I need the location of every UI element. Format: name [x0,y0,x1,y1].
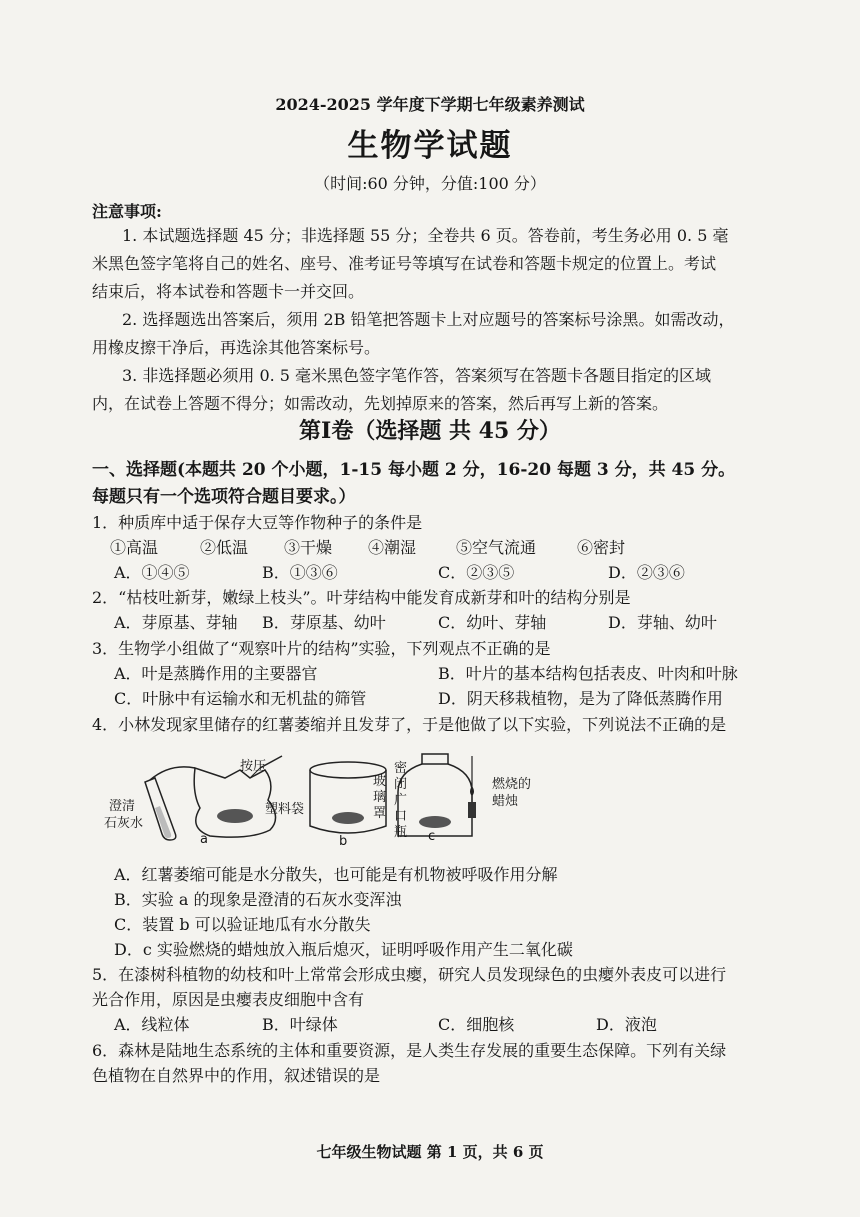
label-sealed-jar: 瓶 [394,825,408,840]
page-footer: 七年级生物试题 第 1 页，共 6 页 [316,1143,544,1161]
test-tube-icon [145,767,195,840]
label-limewater: 澄清 [109,799,136,814]
option-d: D．②③⑥ [608,563,685,582]
option-d: D．芽轴、幼叶 [608,613,717,632]
section-title: 第Ⅰ卷（选择题 共 45 分） [299,418,561,444]
setup-label-a: a [200,832,208,847]
label-sealed-jar: 闭 [394,777,408,792]
notice-line: 1. 本试题选择题 45 分；非选择题 55 分；全卷共 6 页。答卷前，考生务必用 0. 5 毫 [122,226,729,245]
part-one-heading: 每题只有一个选项符合题目要求。） [92,487,356,507]
experiment-figure [100,748,560,848]
question-1-stem: 1．种质库中适于保存大豆等作物种子的条件是 [92,513,423,532]
option-b: B．叶绿体 [262,1015,338,1034]
option-c: C．幼叶、芽轴 [438,613,547,632]
condition-item: ①高温 [110,538,159,557]
question-5-stem: 光合作用，原因是虫瘿表皮细胞中含有 [92,990,365,1009]
option-d: D．液泡 [596,1015,657,1034]
question-3-stem: 3．生物学小组做了“观察叶片的结构”实验，下列观点不正确的是 [92,639,551,658]
option-b: B．实验 a 的现象是澄清的石灰水变浑浊 [114,890,402,909]
burning-candle-icon [468,756,476,818]
label-sealed-jar: 口 [394,809,408,824]
label-press: 按压 [240,759,267,774]
label-sealed-jar: 密 [394,761,408,776]
condition-item: ⑤空气流通 [456,538,537,557]
option-a: A．叶是蒸腾作用的主要器官 [114,664,318,683]
option-a: A．①④⑤ [114,563,190,582]
label-glass-cover: 罩 [373,806,387,821]
label-plastic-bag: 塑料袋 [265,802,305,817]
time-score-info: （时间:60 分钟，分值:100 分） [314,174,546,193]
label-limewater: 石灰水 [104,816,144,831]
notice-heading: 注意事项: [92,202,162,221]
notice-line: 米黑色签字笔将自己的姓名、座号、准考证号等填写在试卷和答题卡规定的位置上。考试 [92,254,717,273]
notice-line: 用橡皮擦干净后，再选涂其他答案标号。 [92,338,381,357]
option-c: C．②③⑤ [438,563,515,582]
option-a: A．红薯萎缩可能是水分散失，也可能是有机物被呼吸作用分解 [114,865,558,884]
option-c: C．叶脉中有运输水和无机盐的筛管 [114,689,367,708]
question-6-stem: 色植物在自然界中的作用，叙述错误的是 [92,1066,381,1085]
sealed-jar-icon [398,754,472,836]
option-b: B．①③⑥ [262,563,338,582]
option-a: A．线粒体 [114,1015,190,1034]
exam-subtitle: 2024-2025 学年度下学期七年级素养测试 [275,95,585,114]
label-candle: 蜡烛 [492,794,519,809]
condition-item: ②低温 [200,538,249,557]
option-c: C．细胞核 [438,1015,515,1034]
label-glass-cover: 璃 [373,790,387,805]
question-6-stem: 6．森林是陆地生态系统的主体和重要资源，是人类生存发展的重要生态保障。下列有关绿 [92,1041,727,1060]
notice-line: 2. 选择题选出答案后，须用 2B 铅笔把答题卡上对应题号的答案标号涂黑。如需改动， [122,310,735,329]
option-c: C．装置 b 可以验证地瓜有水分散失 [114,915,371,934]
label-candle: 燃烧的 [492,777,532,792]
exam-title: 生物学试题 [347,128,513,164]
setup-label-c: c [428,829,436,844]
condition-item: ④潮湿 [368,538,417,557]
option-b: B．芽原基、幼叶 [262,613,386,632]
plastic-bag-icon [194,756,282,837]
part-one-heading: 一、选择题(本题共 20 个小题，1-15 每小题 2 分，16-20 每题 3 分，共 45 分。 [92,460,736,480]
condition-item: ③干燥 [284,538,333,557]
notice-line: 内，在试卷上答题不得分；如需改动，先划掉原来的答案，然后再写上新的答案。 [92,394,669,413]
label-sealed-jar: 广 [394,793,408,808]
notice-line: 3. 非选择题必须用 0. 5 毫米黑色签字笔作答，答案须写在答题卡各题目指定的区域 [122,366,712,385]
label-glass-cover: 玻 [373,774,387,789]
option-d: D．c 实验燃烧的蜡烛放入瓶后熄灭，证明呼吸作用产生二氧化碳 [114,940,573,959]
option-a: A．芽原基、芽轴 [114,613,238,632]
option-b: B．叶片的基本结构包括表皮、叶肉和叶脉 [438,664,738,683]
condition-item: ⑥密封 [577,538,626,557]
setup-label-b: b [339,834,348,849]
question-5-stem: 5．在漆树科植物的幼枝和叶上常常会形成虫瘿，研究人员发现绿色的虫瘿外表皮可以进行 [92,965,727,984]
notice-line: 结束后，将本试卷和答题卡一并交回。 [92,282,365,301]
option-d: D．阴天移栽植物，是为了降低蒸腾作用 [438,689,723,708]
question-2-stem: 2．“枯枝吐新芽，嫩绿上枝头”。叶芽结构中能发育成新芽和叶的结构分别是 [92,588,631,607]
question-4-stem: 4．小林发现家里储存的红薯萎缩并且发芽了，于是他做了以下实验，下列说法不正确的是 [92,715,727,734]
